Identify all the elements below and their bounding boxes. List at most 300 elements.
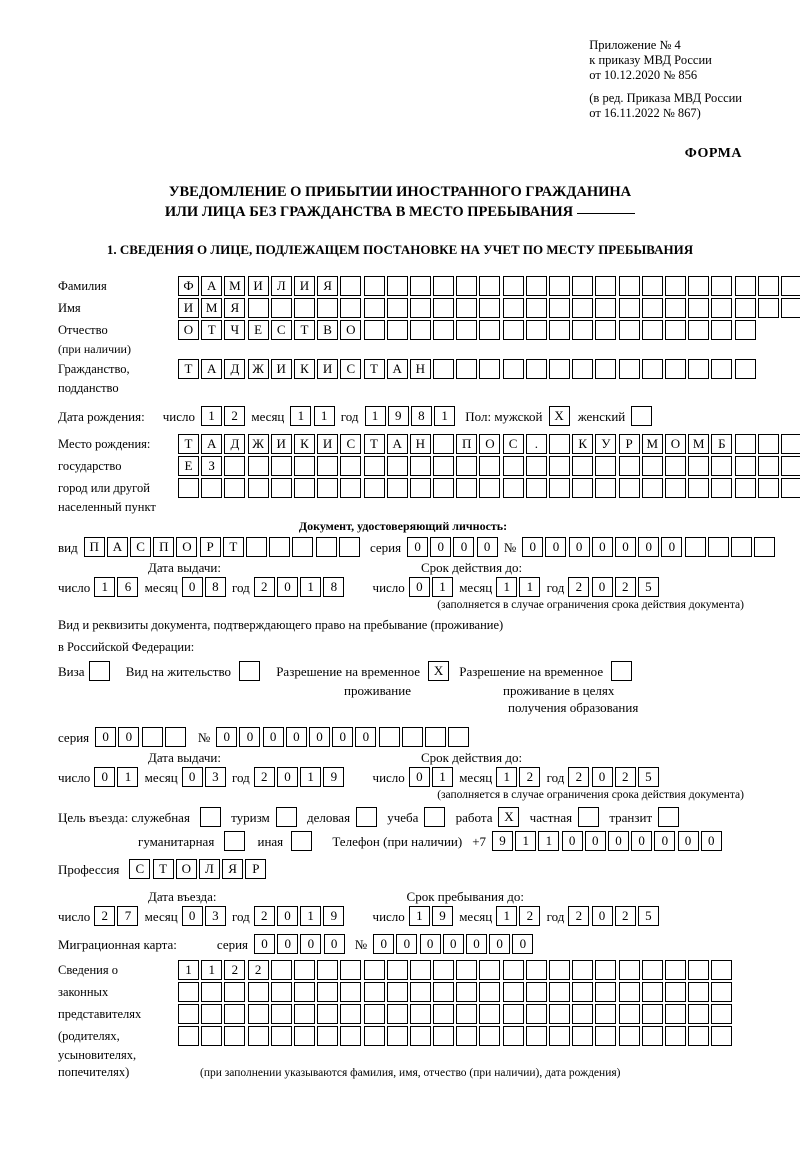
char-cell[interactable]: 2 xyxy=(519,767,540,787)
char-cell[interactable] xyxy=(433,359,454,379)
char-cell[interactable] xyxy=(224,982,245,1002)
identity-valid-day-input[interactable] xyxy=(409,577,455,597)
birthplace-line-2-input[interactable] xyxy=(178,456,800,476)
char-cell[interactable] xyxy=(456,456,477,476)
identity-issue-month-input[interactable] xyxy=(182,577,228,597)
char-cell[interactable]: 1 xyxy=(496,906,517,926)
char-cell[interactable] xyxy=(595,298,616,318)
char-cell[interactable] xyxy=(688,478,709,498)
char-cell[interactable] xyxy=(456,960,477,980)
char-cell[interactable] xyxy=(711,456,732,476)
char-cell[interactable] xyxy=(340,298,361,318)
char-cell[interactable] xyxy=(595,982,616,1002)
char-cell[interactable] xyxy=(410,982,431,1002)
char-cell[interactable] xyxy=(276,807,297,827)
char-cell[interactable] xyxy=(665,276,686,296)
char-cell[interactable]: X xyxy=(428,661,449,681)
char-cell[interactable] xyxy=(735,359,756,379)
purpose-tourism-checkbox[interactable] xyxy=(276,807,299,827)
char-cell[interactable]: С xyxy=(340,359,361,379)
char-cell[interactable]: А xyxy=(387,359,408,379)
char-cell[interactable] xyxy=(503,456,524,476)
sex-male-checkbox[interactable] xyxy=(549,406,572,426)
char-cell[interactable] xyxy=(549,960,570,980)
char-cell[interactable] xyxy=(781,276,800,296)
char-cell[interactable] xyxy=(248,982,269,1002)
char-cell[interactable]: 0 xyxy=(545,537,566,557)
char-cell[interactable] xyxy=(758,276,779,296)
char-cell[interactable]: Е xyxy=(248,320,269,340)
identity-doc-series-input[interactable] xyxy=(407,537,500,557)
char-cell[interactable]: 0 xyxy=(324,934,345,954)
char-cell[interactable] xyxy=(142,727,163,747)
char-cell[interactable]: 2 xyxy=(615,906,636,926)
char-cell[interactable] xyxy=(688,960,709,980)
char-cell[interactable] xyxy=(503,320,524,340)
char-cell[interactable] xyxy=(294,478,315,498)
char-cell[interactable] xyxy=(317,478,338,498)
char-cell[interactable] xyxy=(364,960,385,980)
char-cell[interactable] xyxy=(246,537,267,557)
char-cell[interactable] xyxy=(387,298,408,318)
char-cell[interactable] xyxy=(595,320,616,340)
char-cell[interactable]: А xyxy=(201,359,222,379)
char-cell[interactable]: 0 xyxy=(373,934,394,954)
char-cell[interactable]: К xyxy=(294,359,315,379)
char-cell[interactable]: 1 xyxy=(290,406,311,426)
char-cell[interactable]: 0 xyxy=(277,934,298,954)
birth-year-input[interactable] xyxy=(365,406,458,426)
char-cell[interactable] xyxy=(549,1004,570,1024)
char-cell[interactable] xyxy=(433,1026,454,1046)
identity-issue-day-input[interactable] xyxy=(94,577,140,597)
char-cell[interactable]: 1 xyxy=(432,577,453,597)
char-cell[interactable] xyxy=(642,1026,663,1046)
char-cell[interactable] xyxy=(294,960,315,980)
char-cell[interactable]: 1 xyxy=(538,831,559,851)
char-cell[interactable] xyxy=(549,298,570,318)
char-cell[interactable]: X xyxy=(498,807,519,827)
char-cell[interactable] xyxy=(89,661,110,681)
char-cell[interactable]: Т xyxy=(364,434,385,454)
char-cell[interactable] xyxy=(758,434,779,454)
char-cell[interactable]: 0 xyxy=(239,727,260,747)
char-cell[interactable] xyxy=(688,320,709,340)
char-cell[interactable]: 1 xyxy=(515,831,536,851)
char-cell[interactable] xyxy=(364,298,385,318)
purpose-business-checkbox[interactable] xyxy=(356,807,379,827)
char-cell[interactable]: Я xyxy=(222,859,243,879)
char-cell[interactable]: 0 xyxy=(396,934,417,954)
char-cell[interactable]: Н xyxy=(410,434,431,454)
char-cell[interactable] xyxy=(642,982,663,1002)
stay-month-input[interactable] xyxy=(496,906,542,926)
char-cell[interactable]: 0 xyxy=(216,727,237,747)
char-cell[interactable] xyxy=(665,298,686,318)
char-cell[interactable] xyxy=(619,456,640,476)
char-cell[interactable]: 0 xyxy=(309,727,330,747)
representatives-line-4-input[interactable] xyxy=(178,1026,735,1046)
char-cell[interactable]: 2 xyxy=(94,906,115,926)
char-cell[interactable] xyxy=(387,478,408,498)
char-cell[interactable] xyxy=(433,434,454,454)
char-cell[interactable] xyxy=(456,1026,477,1046)
char-cell[interactable] xyxy=(572,456,593,476)
char-cell[interactable] xyxy=(433,1004,454,1024)
char-cell[interactable] xyxy=(685,537,706,557)
char-cell[interactable]: И xyxy=(317,359,338,379)
char-cell[interactable]: 0 xyxy=(277,906,298,926)
char-cell[interactable] xyxy=(317,456,338,476)
char-cell[interactable]: 0 xyxy=(592,537,613,557)
char-cell[interactable] xyxy=(735,320,756,340)
phone-input[interactable] xyxy=(492,831,724,851)
char-cell[interactable]: 1 xyxy=(496,767,517,787)
patronymic-input[interactable] xyxy=(178,320,758,340)
char-cell[interactable] xyxy=(479,320,500,340)
char-cell[interactable]: 1 xyxy=(300,767,321,787)
char-cell[interactable] xyxy=(433,320,454,340)
char-cell[interactable]: 2 xyxy=(254,767,275,787)
char-cell[interactable]: П xyxy=(153,537,174,557)
char-cell[interactable]: 1 xyxy=(300,906,321,926)
char-cell[interactable] xyxy=(364,982,385,1002)
char-cell[interactable] xyxy=(549,982,570,1002)
char-cell[interactable]: Б xyxy=(711,434,732,454)
char-cell[interactable]: И xyxy=(294,276,315,296)
char-cell[interactable]: 0 xyxy=(466,934,487,954)
permit-temp-checkbox[interactable] xyxy=(428,661,451,681)
permit-issue-day-input[interactable] xyxy=(94,767,140,787)
identity-doc-type-input[interactable] xyxy=(84,537,362,557)
char-cell[interactable]: Т xyxy=(223,537,244,557)
permit-issue-month-input[interactable] xyxy=(182,767,228,787)
identity-valid-month-input[interactable] xyxy=(496,577,542,597)
char-cell[interactable]: X xyxy=(549,406,570,426)
char-cell[interactable] xyxy=(688,456,709,476)
char-cell[interactable]: Н xyxy=(410,359,431,379)
char-cell[interactable]: О xyxy=(665,434,686,454)
char-cell[interactable] xyxy=(271,982,292,1002)
char-cell[interactable] xyxy=(572,478,593,498)
char-cell[interactable] xyxy=(688,982,709,1002)
char-cell[interactable]: 0 xyxy=(409,577,430,597)
char-cell[interactable]: 0 xyxy=(263,727,284,747)
char-cell[interactable] xyxy=(526,298,547,318)
char-cell[interactable] xyxy=(595,359,616,379)
char-cell[interactable]: 2 xyxy=(254,577,275,597)
char-cell[interactable] xyxy=(642,359,663,379)
char-cell[interactable]: 9 xyxy=(388,406,409,426)
char-cell[interactable]: А xyxy=(107,537,128,557)
char-cell[interactable]: 2 xyxy=(248,960,269,980)
birthplace-line-1-input[interactable] xyxy=(178,434,800,454)
char-cell[interactable]: 5 xyxy=(638,767,659,787)
char-cell[interactable] xyxy=(572,359,593,379)
char-cell[interactable] xyxy=(339,537,360,557)
char-cell[interactable] xyxy=(688,1026,709,1046)
identity-doc-number-input[interactable] xyxy=(522,537,777,557)
permit-number-input[interactable] xyxy=(216,727,471,747)
char-cell[interactable] xyxy=(572,982,593,1002)
char-cell[interactable]: С xyxy=(271,320,292,340)
char-cell[interactable] xyxy=(619,478,640,498)
purpose-transit-checkbox[interactable] xyxy=(658,807,681,827)
char-cell[interactable] xyxy=(665,982,686,1002)
char-cell[interactable]: Я xyxy=(224,298,245,318)
char-cell[interactable] xyxy=(549,478,570,498)
char-cell[interactable] xyxy=(433,456,454,476)
char-cell[interactable]: 0 xyxy=(489,934,510,954)
char-cell[interactable] xyxy=(387,960,408,980)
char-cell[interactable] xyxy=(619,960,640,980)
purpose-study-checkbox[interactable] xyxy=(424,807,447,827)
char-cell[interactable] xyxy=(433,478,454,498)
char-cell[interactable]: К xyxy=(572,434,593,454)
char-cell[interactable]: 2 xyxy=(568,906,589,926)
char-cell[interactable]: 0 xyxy=(182,577,203,597)
char-cell[interactable]: . xyxy=(526,434,547,454)
purpose-private-checkbox[interactable] xyxy=(578,807,601,827)
char-cell[interactable] xyxy=(526,960,547,980)
char-cell[interactable] xyxy=(271,456,292,476)
char-cell[interactable] xyxy=(711,276,732,296)
char-cell[interactable] xyxy=(572,320,593,340)
stay-year-input[interactable] xyxy=(568,906,661,926)
char-cell[interactable] xyxy=(526,478,547,498)
char-cell[interactable] xyxy=(387,982,408,1002)
char-cell[interactable]: 0 xyxy=(592,906,613,926)
char-cell[interactable]: М xyxy=(688,434,709,454)
char-cell[interactable]: 0 xyxy=(182,906,203,926)
entry-month-input[interactable] xyxy=(182,906,228,926)
sex-female-checkbox[interactable] xyxy=(631,406,654,426)
char-cell[interactable]: Д xyxy=(224,359,245,379)
char-cell[interactable]: 0 xyxy=(430,537,451,557)
char-cell[interactable] xyxy=(316,537,337,557)
char-cell[interactable] xyxy=(526,456,547,476)
char-cell[interactable] xyxy=(271,298,292,318)
entry-day-input[interactable] xyxy=(94,906,140,926)
char-cell[interactable] xyxy=(526,1004,547,1024)
char-cell[interactable]: 0 xyxy=(562,831,583,851)
char-cell[interactable] xyxy=(735,478,756,498)
char-cell[interactable]: 1 xyxy=(365,406,386,426)
char-cell[interactable]: О xyxy=(178,320,199,340)
char-cell[interactable] xyxy=(572,298,593,318)
char-cell[interactable] xyxy=(619,1004,640,1024)
char-cell[interactable] xyxy=(178,478,199,498)
char-cell[interactable]: 0 xyxy=(477,537,498,557)
char-cell[interactable] xyxy=(526,276,547,296)
char-cell[interactable] xyxy=(291,831,312,851)
char-cell[interactable]: 1 xyxy=(201,960,222,980)
char-cell[interactable]: 1 xyxy=(94,577,115,597)
char-cell[interactable] xyxy=(619,276,640,296)
char-cell[interactable] xyxy=(364,456,385,476)
char-cell[interactable] xyxy=(340,1026,361,1046)
char-cell[interactable] xyxy=(387,276,408,296)
char-cell[interactable]: И xyxy=(317,434,338,454)
char-cell[interactable]: 7 xyxy=(117,906,138,926)
char-cell[interactable] xyxy=(735,434,756,454)
char-cell[interactable]: О xyxy=(176,537,197,557)
char-cell[interactable] xyxy=(619,298,640,318)
char-cell[interactable] xyxy=(433,298,454,318)
char-cell[interactable] xyxy=(526,320,547,340)
char-cell[interactable] xyxy=(201,982,222,1002)
char-cell[interactable]: Ж xyxy=(248,434,269,454)
char-cell[interactable] xyxy=(479,456,500,476)
char-cell[interactable] xyxy=(503,359,524,379)
char-cell[interactable] xyxy=(356,807,377,827)
char-cell[interactable]: 9 xyxy=(323,767,344,787)
birthplace-line-3-input[interactable] xyxy=(178,478,800,498)
char-cell[interactable] xyxy=(549,320,570,340)
char-cell[interactable] xyxy=(711,982,732,1002)
char-cell[interactable] xyxy=(448,727,469,747)
char-cell[interactable]: 0 xyxy=(254,934,275,954)
char-cell[interactable] xyxy=(572,276,593,296)
char-cell[interactable] xyxy=(526,1026,547,1046)
char-cell[interactable] xyxy=(402,727,423,747)
char-cell[interactable] xyxy=(665,320,686,340)
char-cell[interactable] xyxy=(781,298,800,318)
permit-visa-checkbox[interactable] xyxy=(89,661,112,681)
char-cell[interactable] xyxy=(549,359,570,379)
char-cell[interactable]: Т xyxy=(201,320,222,340)
char-cell[interactable] xyxy=(781,478,800,498)
char-cell[interactable]: 2 xyxy=(224,960,245,980)
char-cell[interactable] xyxy=(619,320,640,340)
char-cell[interactable]: 9 xyxy=(432,906,453,926)
char-cell[interactable]: 0 xyxy=(608,831,629,851)
permit-valid-day-input[interactable] xyxy=(409,767,455,787)
char-cell[interactable] xyxy=(317,1026,338,1046)
char-cell[interactable] xyxy=(340,960,361,980)
char-cell[interactable] xyxy=(503,960,524,980)
char-cell[interactable] xyxy=(271,960,292,980)
representatives-line-1-input[interactable] xyxy=(178,960,735,980)
char-cell[interactable] xyxy=(735,276,756,296)
char-cell[interactable] xyxy=(248,1026,269,1046)
char-cell[interactable]: Я xyxy=(317,276,338,296)
char-cell[interactable]: Р xyxy=(200,537,221,557)
char-cell[interactable] xyxy=(503,276,524,296)
char-cell[interactable]: С xyxy=(340,434,361,454)
char-cell[interactable] xyxy=(595,960,616,980)
representatives-line-3-input[interactable] xyxy=(178,1004,735,1024)
char-cell[interactable] xyxy=(271,1004,292,1024)
char-cell[interactable] xyxy=(479,1004,500,1024)
char-cell[interactable] xyxy=(456,1004,477,1024)
char-cell[interactable]: 0 xyxy=(585,831,606,851)
char-cell[interactable] xyxy=(340,982,361,1002)
char-cell[interactable] xyxy=(688,1004,709,1024)
char-cell[interactable]: 8 xyxy=(323,577,344,597)
char-cell[interactable]: И xyxy=(178,298,199,318)
char-cell[interactable] xyxy=(665,1026,686,1046)
char-cell[interactable] xyxy=(178,1004,199,1024)
char-cell[interactable]: Т xyxy=(178,434,199,454)
char-cell[interactable]: О xyxy=(176,859,197,879)
char-cell[interactable]: 5 xyxy=(638,906,659,926)
char-cell[interactable] xyxy=(271,1026,292,1046)
char-cell[interactable] xyxy=(364,320,385,340)
char-cell[interactable]: 2 xyxy=(519,906,540,926)
char-cell[interactable]: З xyxy=(201,456,222,476)
char-cell[interactable] xyxy=(425,727,446,747)
char-cell[interactable]: И xyxy=(271,359,292,379)
char-cell[interactable] xyxy=(317,298,338,318)
char-cell[interactable]: 0 xyxy=(355,727,376,747)
char-cell[interactable]: А xyxy=(387,434,408,454)
char-cell[interactable] xyxy=(410,276,431,296)
char-cell[interactable] xyxy=(479,960,500,980)
char-cell[interactable]: 0 xyxy=(182,767,203,787)
char-cell[interactable]: 0 xyxy=(569,537,590,557)
char-cell[interactable]: Л xyxy=(199,859,220,879)
char-cell[interactable]: 0 xyxy=(631,831,652,851)
char-cell[interactable] xyxy=(294,982,315,1002)
char-cell[interactable]: Т xyxy=(294,320,315,340)
char-cell[interactable] xyxy=(317,1004,338,1024)
surname-input[interactable] xyxy=(178,276,800,296)
char-cell[interactable]: 0 xyxy=(95,727,116,747)
citizenship-input[interactable] xyxy=(178,359,758,379)
char-cell[interactable]: 1 xyxy=(117,767,138,787)
char-cell[interactable]: 3 xyxy=(205,767,226,787)
char-cell[interactable] xyxy=(292,537,313,557)
char-cell[interactable] xyxy=(248,456,269,476)
purpose-humanitarian-checkbox[interactable] xyxy=(224,831,247,851)
char-cell[interactable]: 5 xyxy=(638,577,659,597)
char-cell[interactable] xyxy=(549,1026,570,1046)
char-cell[interactable]: 0 xyxy=(661,537,682,557)
char-cell[interactable]: 0 xyxy=(94,767,115,787)
char-cell[interactable]: М xyxy=(224,276,245,296)
char-cell[interactable]: Ф xyxy=(178,276,199,296)
identity-valid-year-input[interactable] xyxy=(568,577,661,597)
char-cell[interactable]: 0 xyxy=(615,537,636,557)
char-cell[interactable]: Ч xyxy=(224,320,245,340)
char-cell[interactable]: 3 xyxy=(205,906,226,926)
char-cell[interactable] xyxy=(424,807,445,827)
char-cell[interactable] xyxy=(239,661,260,681)
purpose-other-checkbox[interactable] xyxy=(291,831,314,851)
char-cell[interactable] xyxy=(479,1026,500,1046)
char-cell[interactable] xyxy=(387,456,408,476)
char-cell[interactable] xyxy=(410,960,431,980)
char-cell[interactable]: В xyxy=(317,320,338,340)
char-cell[interactable] xyxy=(379,727,400,747)
char-cell[interactable]: 1 xyxy=(409,906,430,926)
char-cell[interactable]: О xyxy=(479,434,500,454)
char-cell[interactable] xyxy=(200,807,221,827)
char-cell[interactable] xyxy=(642,456,663,476)
char-cell[interactable] xyxy=(456,320,477,340)
char-cell[interactable]: Е xyxy=(178,456,199,476)
char-cell[interactable] xyxy=(479,359,500,379)
char-cell[interactable]: 9 xyxy=(323,906,344,926)
char-cell[interactable]: 0 xyxy=(277,577,298,597)
char-cell[interactable] xyxy=(595,276,616,296)
char-cell[interactable] xyxy=(578,807,599,827)
char-cell[interactable] xyxy=(781,456,800,476)
char-cell[interactable] xyxy=(433,982,454,1002)
char-cell[interactable]: 1 xyxy=(434,406,455,426)
char-cell[interactable] xyxy=(642,478,663,498)
